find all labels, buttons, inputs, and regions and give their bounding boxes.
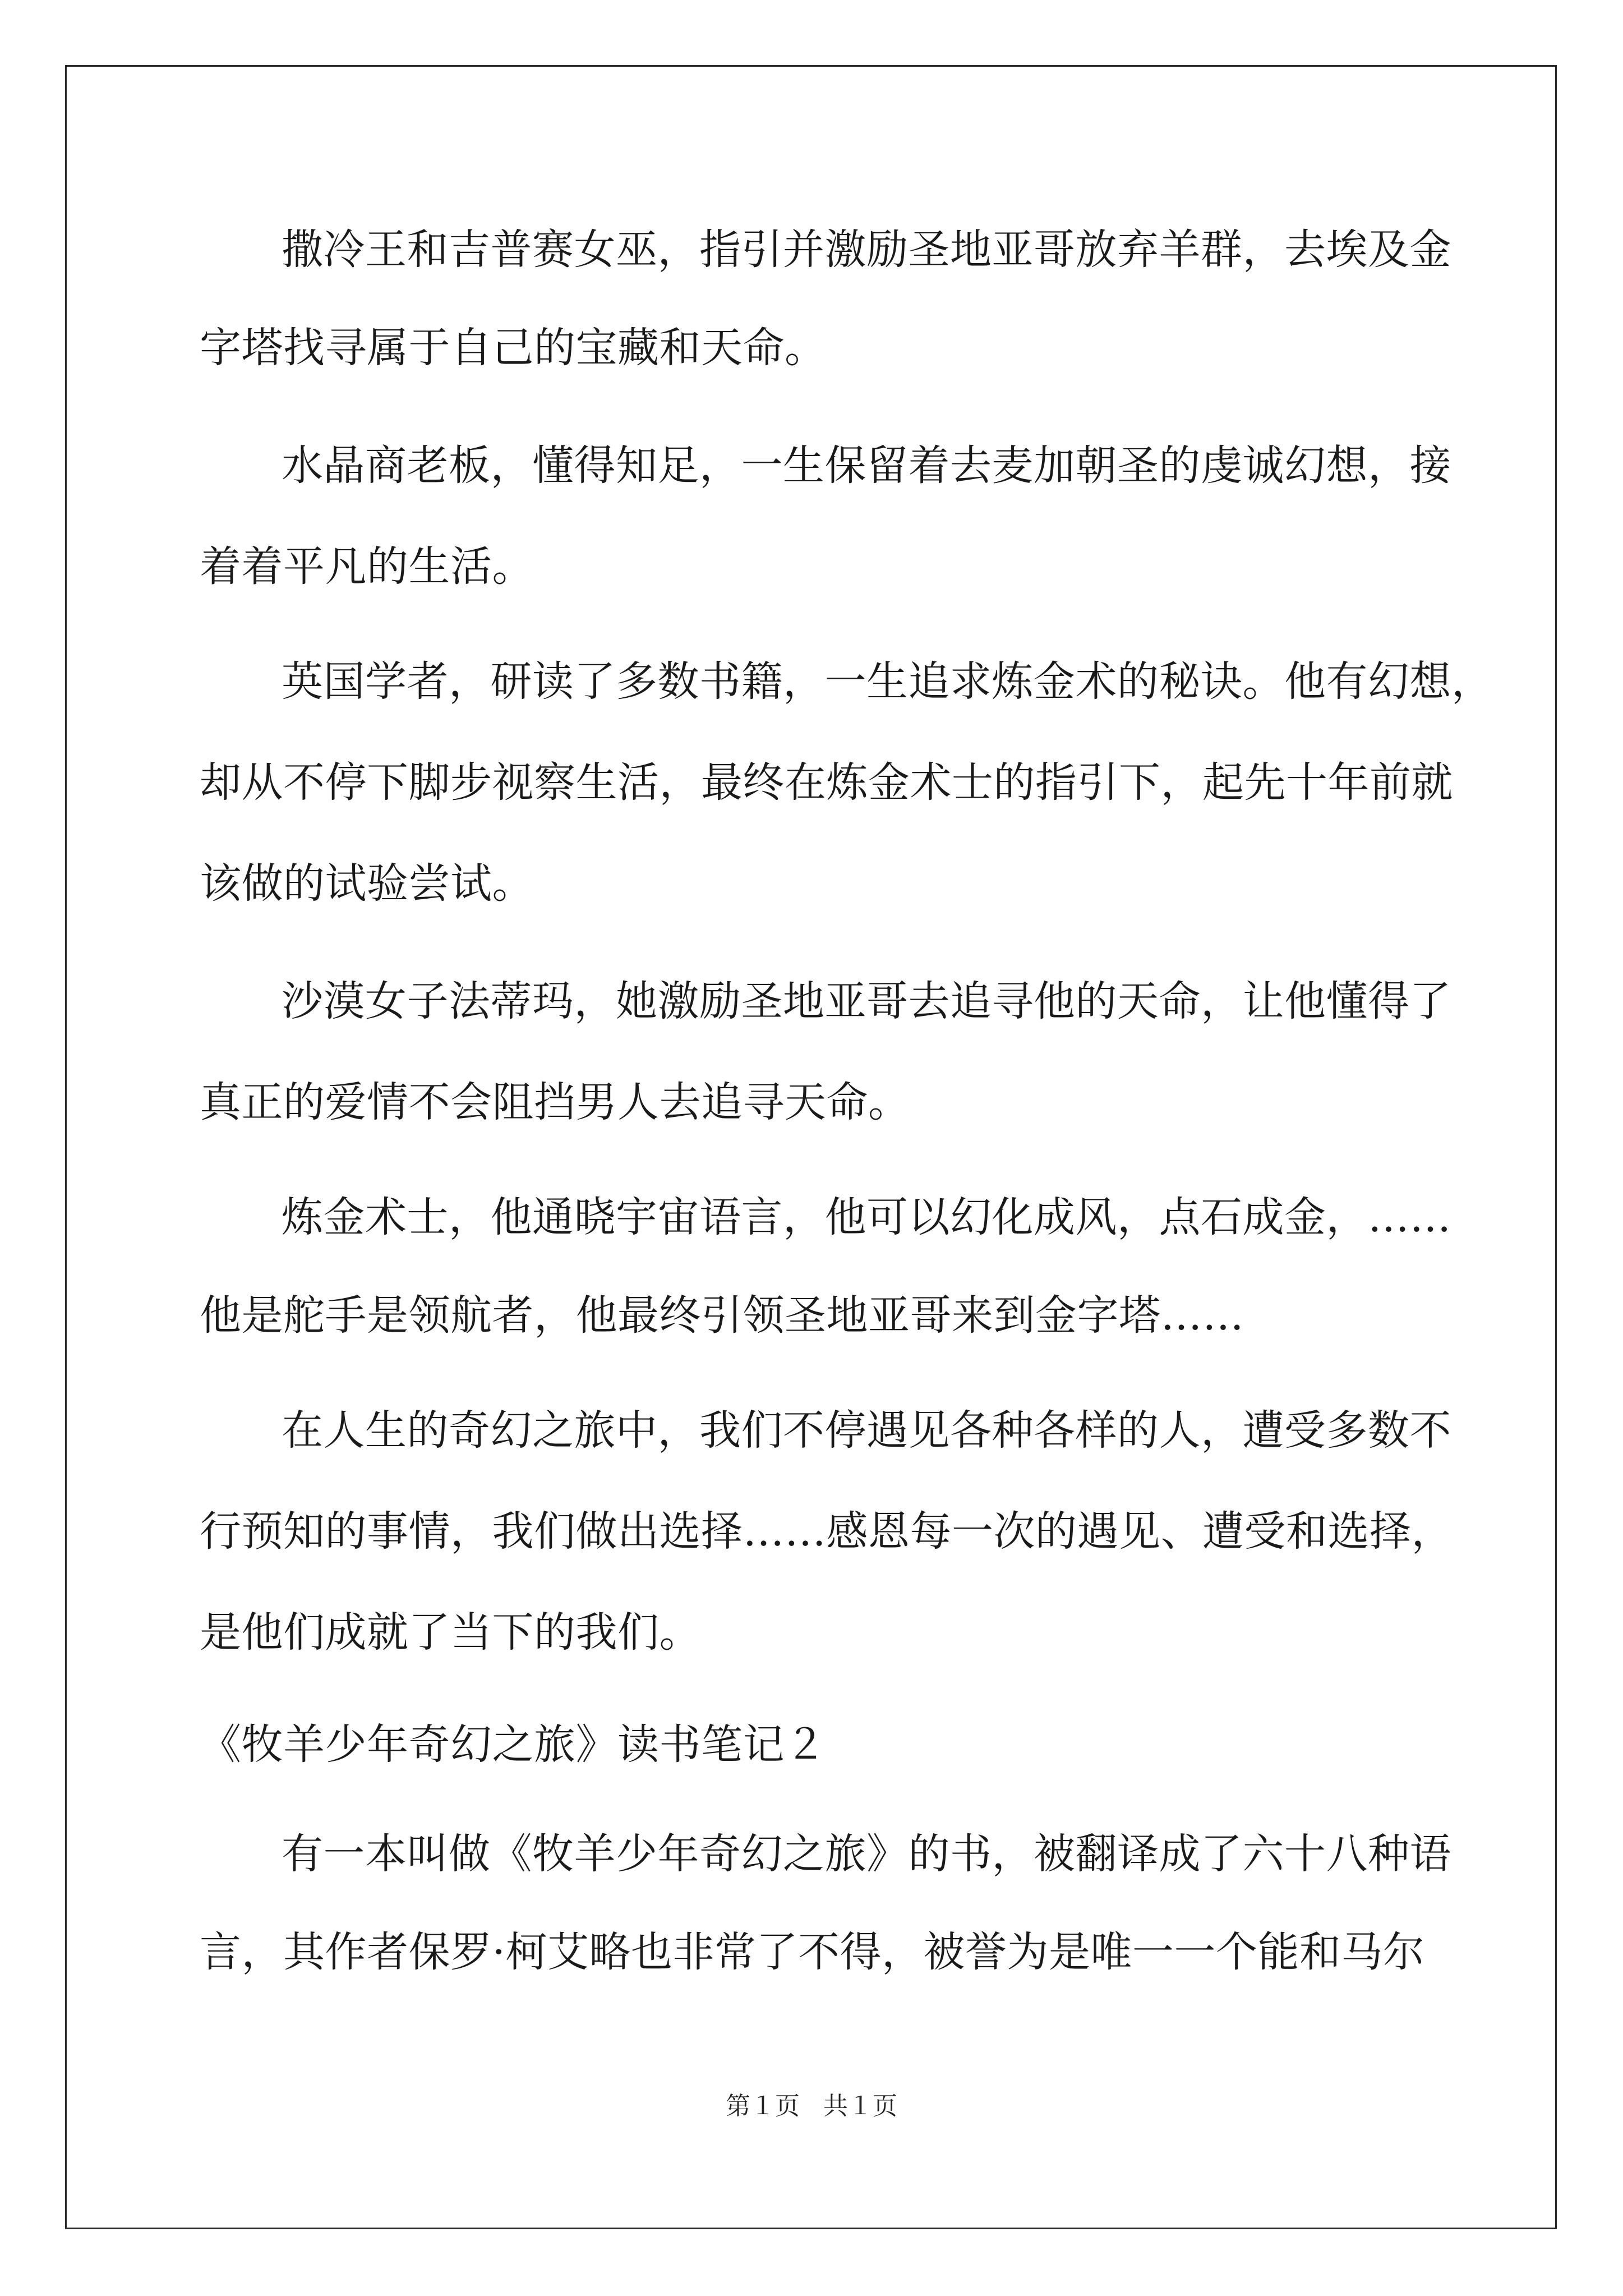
page-frame [65,65,1557,2229]
page-footer [0,2090,1623,2123]
paragraph-line: 是他们成就了当下的我们。 [200,1608,701,1657]
paragraph-line: 行预知的事情，我们做出选择……感恩每一次的遇见、遭受和选择， [200,1507,1453,1556]
paragraph-line: 撒冷王和吉普赛女巫，指引并激励圣地亚哥放弃羊群，去埃及金 [282,226,1451,274]
page-number: 第１页 [726,2092,800,2120]
paragraph-line: 在人生的奇幻之旅中，我们不停遇见各种各样的人，遭受多数不 [282,1406,1451,1455]
section-heading: 《牧羊少年奇幻之旅》读书笔记２ [200,1720,827,1769]
paragraph-line: 真正的爱情不会阻挡男人去追寻天命。 [200,1078,910,1126]
paragraph-line: 言，其作者保罗·柯艾略也非常了不得，被誉为是唯一一个能和马尔 [200,1928,1425,1976]
paragraph-line: 字塔找寻属于自己的宝藏和天命。 [200,324,827,372]
paragraph-line: 该做的试验尝试。 [200,859,534,908]
paragraph-line: 却从不停下脚步视察生活，最终在炼金术士的指引下，起先十年前就 [200,758,1453,807]
paragraph-line: 沙漠女子法蒂玛，她激励圣地亚哥去追寻他的天命，让他懂得了 [282,977,1451,1025]
paragraph-line: 英国学者，研读了多数书籍，一生追求炼金术的秘诀。他有幻想， [282,657,1493,706]
paragraph-line: 有一本叫做《牧羊少年奇幻之旅》的书，被翻译成了六十八种语 [282,1830,1451,1878]
paragraph-line: 炼金术士，他通晓宇宙语言，他可以幻化成风，点石成金，…… [282,1193,1451,1241]
paragraph-line: 水晶商老板，懂得知足，一生保留着去麦加朝圣的虔诚幻想，接 [282,441,1451,490]
page-total: 共１页 [823,2092,897,2120]
paragraph-line: 他是舵手是领航者，他最终引领圣地亚哥来到金字塔…… [200,1291,1244,1340]
paragraph-line: 着着平凡的生活。 [200,542,534,591]
